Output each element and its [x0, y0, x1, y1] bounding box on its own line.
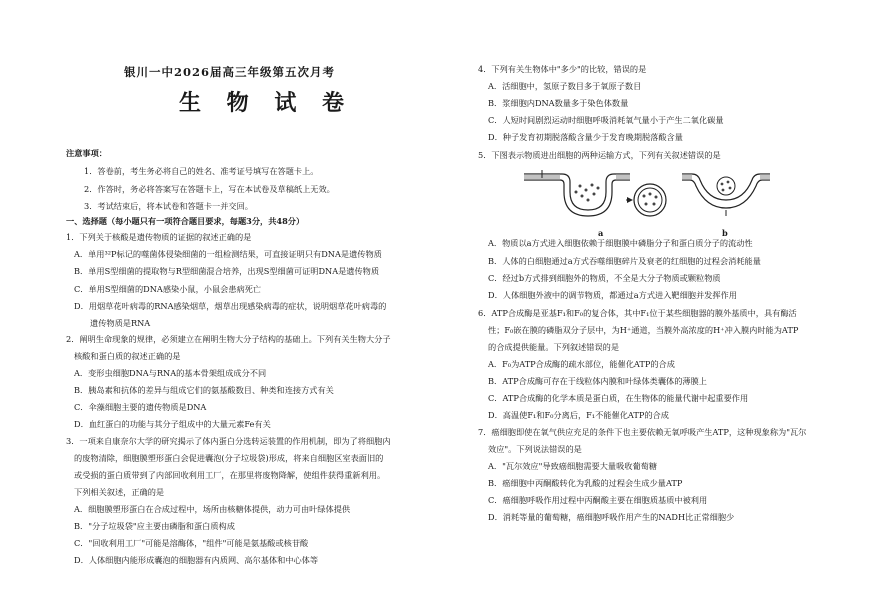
question-line: 4．下列有关生物体中"多少"的比较，错误的是: [478, 64, 647, 74]
note-item: 2．作答时，务必将答案写在答题卡上，写在本试卷及草稿纸上无效。: [84, 184, 335, 194]
option-line: D．高温使F₁和F₀分离后，F₁不能催化ATP的合成: [488, 410, 669, 420]
question-line: 性；F₀嵌在膜的磷脂双分子层中，为H⁺通道，当膜外高浓度的H⁺冲入膜内时能为ATP: [488, 325, 799, 335]
option-line: A．变形虫细胞DNA与RNA的基本骨架组成成分不同: [74, 368, 267, 378]
option-line: A．F₀为ATP合成酶的疏水部位，能催化ATP的合成: [488, 359, 675, 369]
option-line: A．"瓦尔效应"导致癌细胞需要大量吸收葡萄糖: [488, 461, 658, 471]
option-line: C．人短时间剧烈运动时细胞呼吸消耗氧气量小于产生二氧化碳量: [488, 115, 724, 125]
question-line: 下列相关叙述，正确的是: [74, 487, 165, 497]
option-line: A．物质以a方式进入细胞依赖于细胞膜中磷脂分子和蛋白质分子的流动性: [488, 238, 753, 248]
option-line: D．血红蛋白的功能与其分子组成中的大量元素Fe有关: [74, 419, 271, 429]
figure-label-b: b: [722, 228, 728, 238]
note-item: 3．考试结束后，将本试卷和答题卡一并交回。: [84, 201, 253, 211]
option-line: 遗传物质是RNA: [90, 318, 151, 328]
question-line: 的废物清除，细胞膜塑形蛋白会促进囊泡(分子垃圾袋)形成，将来自细胞区室表面旧的: [74, 453, 384, 463]
option-line: B．单用S型细菌的提取物与R型细菌混合培养，出现S型细菌可证明DNA是遗传物质: [74, 266, 380, 276]
option-line: C．单用S型细菌的DNA感染小鼠，小鼠会患病死亡: [74, 284, 262, 294]
question-line: 1．下列关于核酸是遗传物质的证据的叙述正确的是: [66, 232, 252, 242]
option-line: C．经过b方式排到细胞外的物质，不全是大分子物质或颗粒物质: [488, 273, 721, 283]
question-line: 5．下图表示物质进出细胞的两种运输方式，下列有关叙述错误的是: [478, 150, 721, 160]
option-line: C．"回收利用工厂"可能是溶酶体，"组件"可能是氨基酸或核苷酸: [74, 538, 309, 548]
question-line: 2．阐明生命现象的规律，必须建立在阐明生物大分子结构的基础上。下列有关生物大分子: [66, 334, 391, 344]
option-line: B．ATP合成酶可存在于线粒体内膜和叶绿体类囊体的薄膜上: [488, 376, 707, 386]
option-line: D．用烟草花叶病毒的RNA感染烟草，烟草出现感染病毒的症状，说明烟草花叶病毒的: [74, 301, 387, 311]
question-line: 3．一项来自康奈尔大学的研究揭示了体内蛋白分选转运装置的作用机制，即为了将细胞内: [66, 436, 391, 446]
option-line: C．伞藻细胞主要的遗传物质是DNA: [74, 402, 207, 412]
option-line: A．单用³²P标记的噬菌体侵染细菌的一组检测结果，可直接证明只有DNA是遗传物质: [74, 249, 382, 259]
membrane-b: [682, 174, 770, 216]
option-line: B．"分子垃圾袋"应主要由磷脂和蛋白质构成: [74, 521, 235, 531]
option-line: D．消耗等量的葡萄糖，癌细胞呼吸作用产生的NADH比正常细胞少: [488, 512, 735, 522]
school-title: 银川一中2026届高三年级第五次月考: [124, 65, 336, 79]
note-item: 1．答卷前，考生务必将自己的姓名、准考证号填写在答题卡上。: [84, 166, 319, 176]
question-line: 或受损的蛋白质带到了内部回收利用工厂，在那里将废物降解，使组件获得重新利用。: [74, 470, 386, 480]
question-line: 的合成提供能量。下列叙述错误的是: [488, 342, 620, 352]
option-line: C．ATP合成酶的化学本质是蛋白质，在生物体的能量代谢中起重要作用: [488, 393, 749, 403]
question-line: 效应"。下列说法错误的是: [488, 444, 582, 454]
option-line: A．细胞膜塑形蛋白在合成过程中，场所由核糖体提供，动力可由叶绿体提供: [74, 504, 351, 514]
option-line: B．癌细胞中丙酮酸转化为乳酸的过程会生成少量ATP: [488, 478, 683, 488]
option-line: D．人体细胞内能形成囊泡的细胞器有内质网、高尔基体和中心体等: [74, 555, 319, 565]
question-line: 核酸和蛋白质的叙述正确的是: [74, 351, 181, 361]
question-line: 6．ATP合成酶是亚基F₁和F₀的复合体，其中F₁位于某些细胞器的膜外基质中，具有酶活: [478, 308, 797, 318]
option-line: B．浆细胞内DNA数量多于染色体数量: [488, 98, 629, 108]
section-heading: 一、选择题（每小题只有一项符合题目要求，每题3分，共48分）: [66, 216, 305, 226]
option-line: B．人体的白细胞通过a方式吞噬细胞碎片及衰老的红细胞的过程会消耗能量: [488, 256, 761, 266]
option-line: B．胰岛素和抗体的差异与组成它们的氨基酸数目、种类和连接方式有关: [74, 385, 334, 395]
transport-figure: [522, 166, 772, 230]
option-line: C．癌细胞呼吸作用过程中丙酮酸主要在细胞质基质中被利用: [488, 495, 708, 505]
notes-title: 注意事项：: [66, 148, 107, 158]
option-line: D．种子发育初期脱落酸含量少于发育晚期脱落酸含量: [488, 132, 683, 142]
option-line: D．人体细胞外液中的调节物质，都通过a方式进入靶细胞并发挥作用: [488, 290, 737, 300]
question-line: 7．癌细胞即使在氧气供应充足的条件下也主要依赖无氧呼吸产生ATP，这种现象称为"瓦尔: [478, 427, 807, 437]
figure-label-a: a: [598, 228, 604, 238]
membrane-a: [524, 170, 666, 216]
option-line: A．活细胞中，氢原子数目多于氧原子数目: [488, 81, 642, 91]
page-title: 生 物 试 卷: [179, 90, 353, 116]
